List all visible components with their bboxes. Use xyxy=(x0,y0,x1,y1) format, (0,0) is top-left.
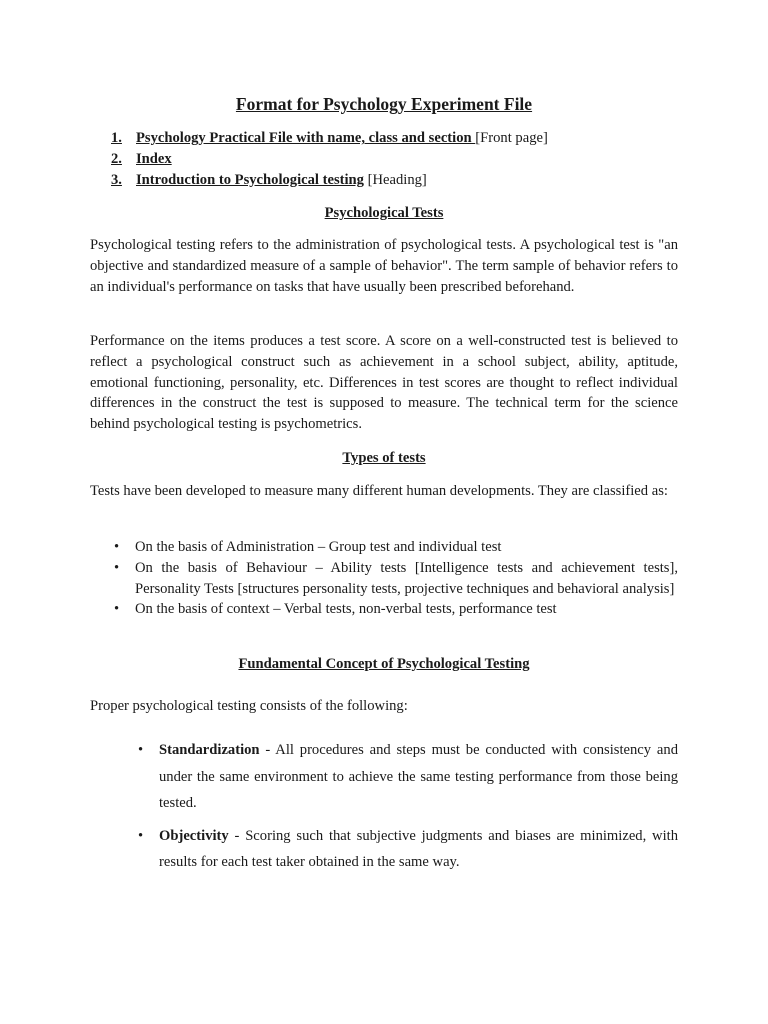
section-heading-fundamental-concept: Fundamental Concept of Psychological Testing xyxy=(238,656,530,672)
list-item xyxy=(90,537,678,558)
list-item-title: Introduction to Psychological testing xyxy=(136,171,364,188)
list-number: 1. xyxy=(111,130,122,146)
types-bullet-list xyxy=(90,537,678,620)
list-item xyxy=(90,558,678,600)
section-heading-types-of-tests: Types of tests xyxy=(342,450,426,466)
bullet-glyph: • xyxy=(114,539,120,555)
format-list-item xyxy=(111,149,711,170)
list-item-note: [Heading] xyxy=(363,171,427,188)
list-number: 2. xyxy=(111,150,122,167)
list-item xyxy=(90,737,678,817)
bullet-term: Objectivity xyxy=(159,827,229,844)
format-list xyxy=(111,128,711,190)
bullet-glyph: • xyxy=(138,827,144,844)
bullet-text: - Scoring such that subjective judgments and biases are minimized, with results for each test taker obtained in the same way. xyxy=(159,827,678,870)
bullet-text: - All procedures and steps must be conducted with consistency and under the same environment to achieve the same testing performance from those being tested. xyxy=(159,742,678,811)
list-item xyxy=(90,823,678,876)
bullet-text: On the basis of context – Verbal tests, non-verbal tests, performance test xyxy=(135,601,557,618)
paragraph-test-score: Performance on the items produces a test score. A score on a well-constructed test is believed to reflect a psychological construct such as achievement in a school subject, ability, aptitude, emotional functioning, personality, etc. Differences in test scores are thought to reflect individual differences in the construct the test is supposed to measure. The technical term for the science behind psychological testing is psychometrics. xyxy=(90,333,678,433)
format-list-item xyxy=(111,170,711,191)
paragraph-types-intro: Tests have been developed to measure many different human developments. They are classified as: xyxy=(90,483,668,499)
fundamental-bullet-list xyxy=(90,737,678,882)
section-heading-psychological-tests: Psychological Tests xyxy=(324,205,444,221)
bullet-glyph: • xyxy=(114,601,120,618)
list-item-title: Index xyxy=(136,150,172,167)
list-item-title: Psychology Practical File with name, class and section xyxy=(136,130,476,146)
list-number: 3. xyxy=(111,171,122,188)
bullet-glyph: • xyxy=(138,742,144,758)
paragraph-testing-definition: Psychological testing refers to the administration of psychological tests. A psychological test is "an objective and standardized measure of a sample of behavior". The term sample of behavior refers to an individual's performance on tasks that have usually been prescribed beforehand. xyxy=(90,237,678,295)
paragraph-fundamental-intro: Proper psychological testing consists of the following: xyxy=(90,698,408,714)
bullet-glyph: • xyxy=(114,559,120,576)
list-item xyxy=(90,599,678,620)
document-title: Format for Psychology Experiment File xyxy=(235,94,533,114)
bullet-text: On the basis of Behaviour – Ability tests [Intelligence tests and achievement tests], Personality Tests [structures personality tests, projective techniques and behavioral analysis] xyxy=(135,559,678,597)
list-item-note: [Front page] xyxy=(475,130,548,146)
format-list-item xyxy=(111,128,711,149)
bullet-text: On the basis of Administration – Group test and individual test xyxy=(135,539,502,555)
bullet-term: Standardization xyxy=(159,742,260,758)
